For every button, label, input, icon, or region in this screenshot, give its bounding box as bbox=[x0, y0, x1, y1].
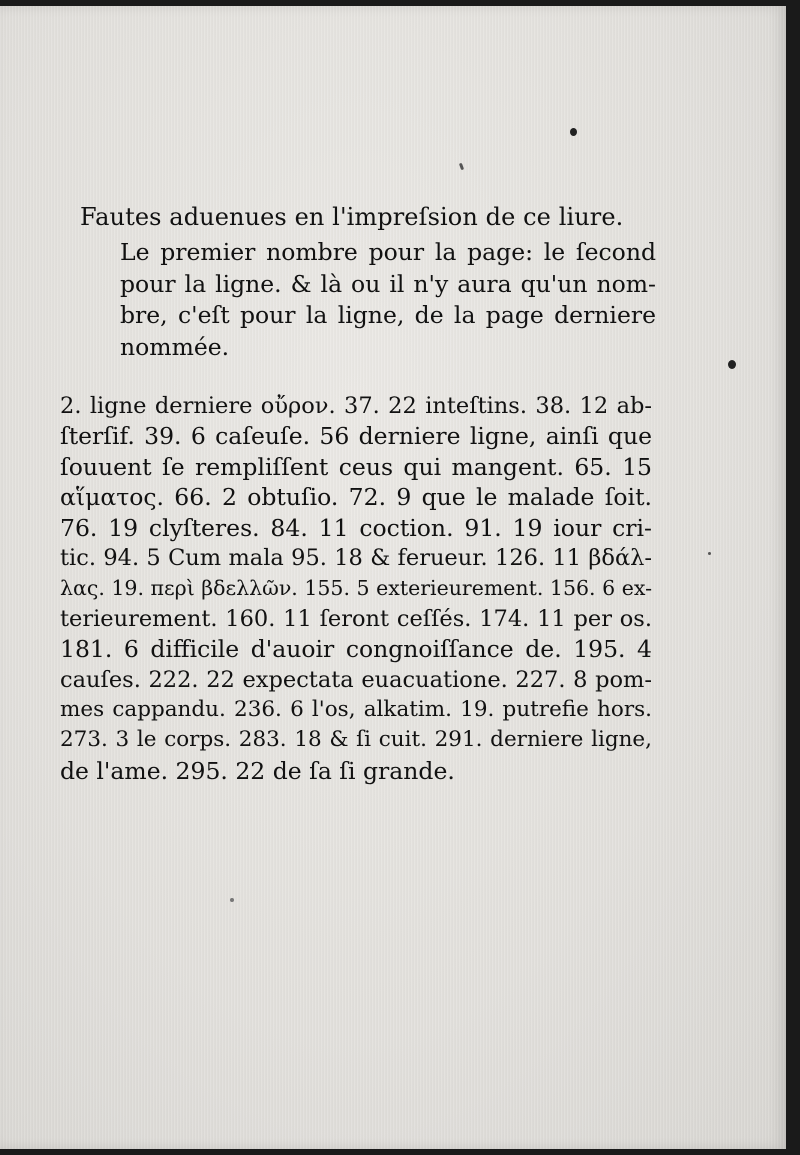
errata-instructions bbox=[120, 237, 656, 363]
errata-line: cauſes. 222. 22 expectata euacuatione. 227. 8 pom- bbox=[60, 666, 652, 693]
ink-spot bbox=[708, 552, 711, 555]
errata-line: 273. 3 le corps. 283. 18 & ſi cuit. 291. derniere ligne, bbox=[60, 727, 652, 753]
errata-line: αἵματος. 66. 2 obtuſio. 72. 9 que le malade ſoit. bbox=[60, 483, 652, 512]
instruction-line: Le premier nombre pour la page: le ſecond bbox=[120, 238, 656, 266]
instruction-line: nommée. bbox=[120, 332, 230, 361]
errata-list bbox=[60, 391, 652, 786]
instruction-line: pour la ligne. & là ou il n'y aura qu'un nom- bbox=[120, 269, 656, 298]
errata-line: λας. 19. περὶ βδελλῶν. 155. 5 exterieurement. 156. 6 ex- bbox=[60, 576, 652, 601]
errata-line: ſterſif. 39. 6 caſeuſe. 56 derniere ligne, ainſi que bbox=[60, 422, 652, 451]
instruction-line: bre, c'eſt pour la ligne, de la page derniere bbox=[120, 301, 656, 329]
ink-spot bbox=[459, 163, 464, 171]
errata-heading: Fautes aduenues en l'impreſsion de ce liure. bbox=[80, 203, 624, 231]
errata-line: tic. 94. 5 Cum mala 95. 18 & ferueur. 126. 11 βδάλ- bbox=[60, 545, 652, 572]
book-page bbox=[0, 6, 786, 1149]
ink-spot bbox=[230, 898, 234, 902]
ink-spot bbox=[728, 360, 736, 369]
errata-line: 76. 19 clyſteres. 84. 11 coction. 91. 19 iour cri- bbox=[60, 513, 652, 542]
errata-line: 181. 6 difficile d'auoir congnoiſſance de. 195. 4 bbox=[60, 635, 652, 664]
errata-line: ſouuent ſe rempliſſent ceus qui mangent. 65. 15 bbox=[60, 452, 652, 481]
ink-spot bbox=[570, 128, 577, 136]
errata-line: 2. ligne derniere οὔρον. 37. 22 inteſtins. 38. 12 ab- bbox=[60, 393, 652, 419]
errata-line: mes cappandu. 236. 6 l'os, alkatim. 19. putrefie hors. bbox=[60, 697, 652, 723]
errata-line: de l'ame. 295. 22 de ſa ſi grande. bbox=[60, 756, 455, 785]
errata-line: terieurement. 160. 11 ſeront ceſſés. 174. 11 per os. bbox=[60, 605, 652, 632]
